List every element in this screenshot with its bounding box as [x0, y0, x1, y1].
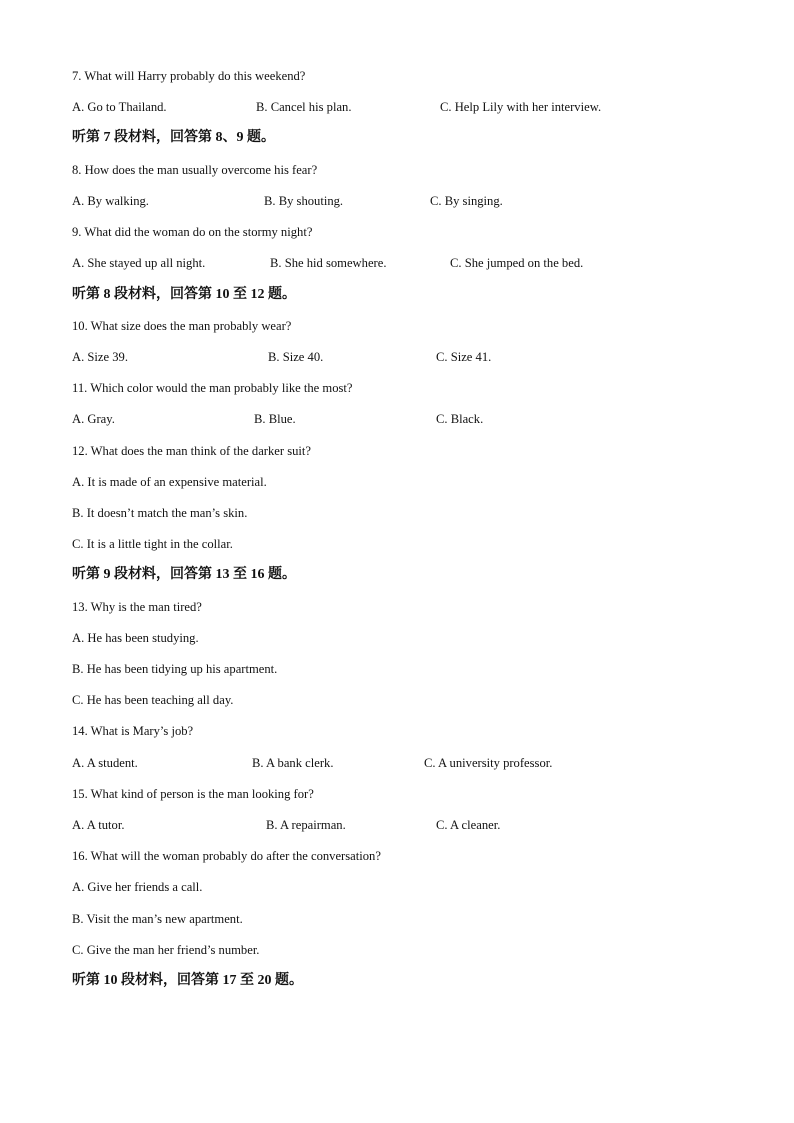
option-13b: B. He has been tidying up his apartment.: [72, 662, 278, 676]
option-12b: B. It doesn’t match the man’s skin.: [72, 506, 248, 520]
question-11: 11. Which color would the man probably like the most?: [72, 381, 353, 395]
option-8a: A. By walking.: [72, 194, 149, 208]
option-12c: C. It is a little tight in the collar.: [72, 537, 233, 551]
question-15: 15. What kind of person is the man looking for?: [72, 787, 314, 801]
option-8c: C. By singing.: [430, 194, 503, 208]
option-9c: C. She jumped on the bed.: [450, 256, 584, 270]
question-14: 14. What is Mary’s job?: [72, 724, 194, 738]
option-16a: A. Give her friends a call.: [72, 880, 203, 894]
question-7: 7. What will Harry probably do this weekend?: [72, 69, 306, 83]
option-15b: B. A repairman.: [266, 818, 346, 832]
option-9a: A. She stayed up all night.: [72, 256, 206, 270]
option-12a: A. It is made of an expensive material.: [72, 475, 267, 489]
option-11c: C. Black.: [436, 412, 484, 426]
option-14c: C. A university professor.: [424, 756, 553, 770]
option-7a: A. Go to Thailand.: [72, 100, 167, 114]
option-11b: B. Blue.: [254, 412, 296, 426]
option-16c: C. Give the man her friend’s number.: [72, 943, 260, 957]
question-8: 8. How does the man usually overcome his fear?: [72, 163, 318, 177]
section-heading-7: 听第 7 段材料，回答第 8、9 题。: [72, 130, 275, 145]
option-9b: B. She hid somewhere.: [270, 256, 387, 270]
option-10c: C. Size 41.: [436, 350, 492, 364]
option-8b: B. By shouting.: [264, 194, 344, 208]
option-16b: B. Visit the man’s new apartment.: [72, 912, 243, 926]
option-10a: A. Size 39.: [72, 350, 128, 364]
option-7c: C. Help Lily with her interview.: [440, 100, 602, 114]
option-10b: B. Size 40.: [268, 350, 324, 364]
question-9: 9. What did the woman do on the stormy night?: [72, 225, 313, 239]
section-heading-10: 听第 10 段材料，回答第 17 至 20 题。: [72, 973, 303, 988]
question-10: 10. What size does the man probably wear?: [72, 319, 292, 333]
question-13: 13. Why is the man tired?: [72, 600, 202, 614]
option-15c: C. A cleaner.: [436, 818, 501, 832]
option-7b: B. Cancel his plan.: [256, 100, 352, 114]
option-13c: C. He has been teaching all day.: [72, 693, 234, 707]
question-12: 12. What does the man think of the darker suit?: [72, 444, 311, 458]
option-14b: B. A bank clerk.: [252, 756, 334, 770]
option-14a: A. A student.: [72, 756, 138, 770]
option-13a: A. He has been studying.: [72, 631, 199, 645]
section-heading-9: 听第 9 段材料，回答第 13 至 16 题。: [72, 567, 296, 582]
section-heading-8: 听第 8 段材料，回答第 10 至 12 题。: [72, 287, 296, 302]
option-15a: A. A tutor.: [72, 818, 125, 832]
question-16: 16. What will the woman probably do after the conversation?: [72, 849, 381, 863]
option-11a: A. Gray.: [72, 412, 115, 426]
